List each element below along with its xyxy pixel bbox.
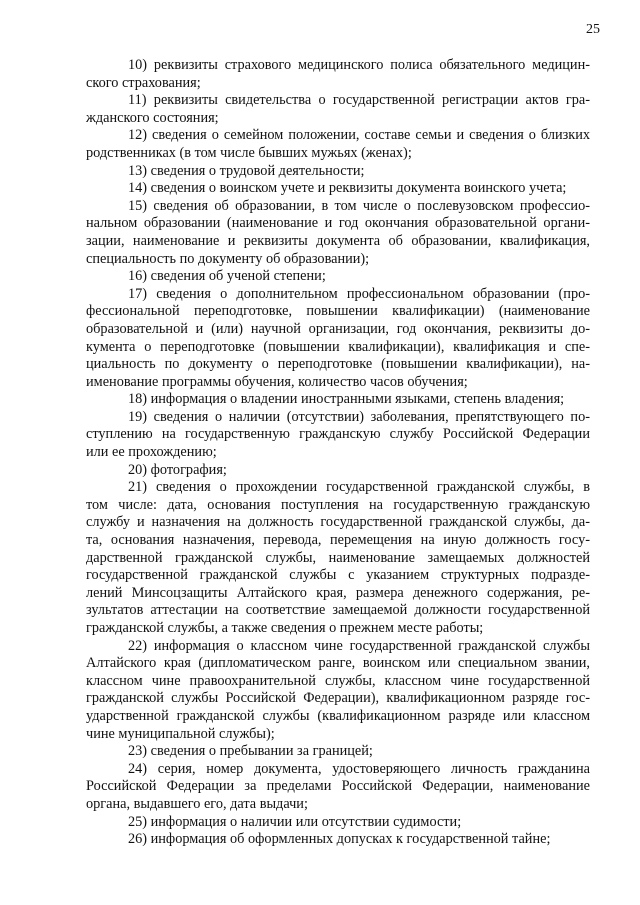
text-line: гражданской службы Российской Федерации), квалификационном разряде гос- (86, 690, 590, 707)
text-line: или ее прохождению; (86, 444, 217, 461)
list-item (86, 286, 590, 392)
text-line: зации, наименование и реквизиты документа об образовании, квалификация, (86, 232, 590, 249)
text-line: 24) серия, номер документа, удостоверяющего личность гражданина (128, 760, 590, 777)
text-line: 19) сведения о наличии (отсутствии) заболевания, препятствующего по- (128, 408, 590, 425)
text-line: нальном образовании (наименование и год окончания образовательной органи- (86, 215, 590, 232)
text-line: 23) сведения о пребывании за границей; (128, 743, 373, 760)
text-line: чине муниципальной службы); (86, 725, 275, 742)
list-item (86, 198, 590, 268)
text-line: Алтайского края (дипломатическом ранге, воинском или специальном звании, (86, 655, 590, 672)
text-line: циальность по документу о переподготовке (повышении квалификации), на- (86, 356, 590, 373)
text-line: образовательной и (или) научной организации, год окончания, реквизиты до- (86, 320, 590, 337)
text-line: органа, выдавшего его, дата выдачи; (86, 795, 308, 812)
text-line: 13) сведения о трудовой деятельности; (128, 162, 365, 179)
document-body (86, 57, 590, 849)
list-item (86, 462, 590, 480)
text-line: кумента о переподготовке (повышении квалификации), квалификация и спе- (86, 338, 590, 355)
text-line: 26) информация об оформленных допусках к государственной тайне; (128, 831, 551, 848)
list-item (86, 743, 590, 761)
text-line: службу и назначения на должность государственной гражданской службы, да- (86, 514, 590, 531)
text-line: зультатов аттестации на соответствие замещаемой должности государственной (86, 602, 590, 619)
list-item (86, 391, 590, 409)
text-line: Российской Федерации за пределами Российской Федерации, наименование (86, 778, 590, 795)
text-line: ударственной гражданской службы (квалификационном разряде или классном (86, 707, 590, 724)
page-number: 25 (586, 22, 600, 37)
text-line: том числе: дата, основания поступления на государственную гражданскую (86, 496, 590, 513)
list-item (86, 814, 590, 832)
text-line: ступлению на государственную гражданскую службу Российской Федерации (86, 426, 590, 443)
text-line: дарственной гражданской службы, наименование замещаемых должностей (86, 549, 590, 566)
text-line: 18) информация о владении иностранными языками, степень владения; (128, 391, 565, 408)
text-line: специальность по документу об образовании); (86, 250, 370, 267)
text-line: 11) реквизиты свидетельства о государственной регистрации актов гра- (128, 92, 590, 109)
text-line: фессиональной переподготовке, повышении квалификации) (наименование (86, 303, 590, 320)
text-line: жданского состояния; (86, 109, 219, 126)
text-line: родственниках (в том числе бывших мужьях (женах); (86, 144, 412, 161)
text-line: 17) сведения о дополнительном профессиональном образовании (про- (128, 285, 590, 302)
text-line: та, основания назначения, перевода, перемещения на иную должность госу- (86, 532, 590, 549)
text-line: 15) сведения об образовании, в том числе о послевузовском профессио- (128, 197, 590, 214)
text-line: государственной гражданской службы с указанием структурных подразде- (86, 567, 590, 584)
text-line: 10) реквизиты страхового медицинского полиса обязательного медицин- (128, 57, 590, 73)
text-line: 25) информация о наличии или отсутствии судимости; (128, 813, 462, 830)
list-item (86, 92, 590, 127)
text-line: 20) фотография; (128, 461, 227, 478)
text-line: 12) сведения о семейном положении, составе семьи и сведения о близких (128, 127, 590, 144)
list-item (86, 638, 590, 744)
text-line: классном чине правоохранительной службы, классном чине государственной (86, 672, 590, 689)
list-item (86, 409, 590, 462)
list-item (86, 268, 590, 286)
list-item (86, 761, 590, 814)
list-item (86, 127, 590, 162)
text-line: лений Минсоцзащиты Алтайского края, размера денежного содержания, ре- (86, 584, 590, 601)
list-item (86, 57, 590, 92)
text-line: ского страхования; (86, 74, 201, 91)
list-item (86, 479, 590, 637)
text-line: именование программы обучения, количество часов обучения; (86, 373, 468, 390)
list-item (86, 163, 590, 181)
list-item (86, 831, 590, 849)
text-line: 16) сведения об ученой степени; (128, 268, 326, 285)
text-line: 21) сведения о прохождении государственной гражданской службы, в (128, 479, 590, 496)
text-line: 22) информация о классном чине государственной гражданской службы (128, 637, 590, 654)
text-line: гражданской службы, а также сведения о прежнем месте работы; (86, 620, 484, 636)
text-line: 14) сведения о воинском учете и реквизиты документа воинского учета; (128, 180, 567, 197)
list-item (86, 180, 590, 198)
